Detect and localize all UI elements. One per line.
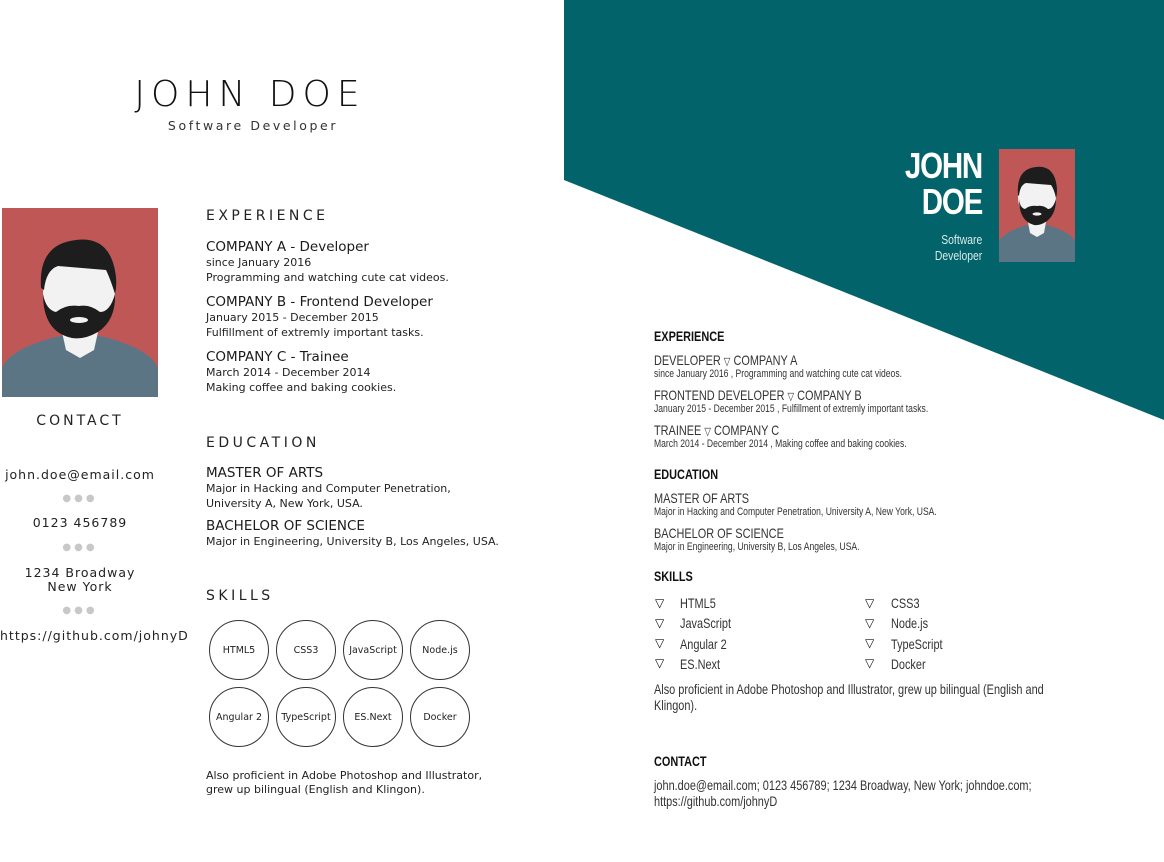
experience-company: COMPANY C bbox=[714, 422, 780, 438]
left-role: Software Developer bbox=[167, 118, 339, 133]
right-name-line: DOE bbox=[921, 181, 982, 222]
education-title: BACHELOR OF SCIENCE bbox=[206, 518, 365, 534]
right-experience-desc: since January 2016 , Programming and watching cute cat videos. bbox=[654, 368, 903, 380]
experience-date: March 2014 - December 2014 bbox=[206, 366, 371, 379]
skill-badge: CSS3 bbox=[276, 620, 336, 680]
avatar-icon bbox=[999, 149, 1075, 262]
right-education-title: BACHELOR OF SCIENCE bbox=[654, 525, 784, 541]
right-name bbox=[904, 145, 982, 222]
right-also-text: Also proficient in Adobe Photoshop and Illustrator, grew up bilingual (English and Klingon). bbox=[654, 681, 1044, 713]
right-role-line: Developer bbox=[934, 247, 982, 263]
education-line: University A, New York, USA. bbox=[206, 496, 363, 510]
skill-badge: TypeScript bbox=[276, 687, 336, 747]
separator-dots: ●●● bbox=[62, 605, 98, 616]
education-line: Major in Hacking and Computer Penetration, bbox=[206, 482, 451, 495]
skill-item: ES.Next bbox=[680, 656, 721, 672]
left-education-heading: EDUCATION bbox=[206, 435, 320, 451]
also-line: grew up bilingual (English and Klingon). bbox=[206, 783, 425, 796]
left-avatar bbox=[2, 208, 158, 397]
experience-date: since January 2016 bbox=[206, 256, 312, 269]
triangle-down-icon: ▽ bbox=[655, 596, 665, 610]
experience-role: FRONTEND DEVELOPER bbox=[654, 387, 785, 403]
left-experience-item bbox=[206, 294, 526, 340]
right-experience-desc: March 2014 - December 2014 , Making coffee and baking cookies. bbox=[654, 438, 907, 450]
also-line: Also proficient in Adobe Photoshop and Illustrator, bbox=[206, 769, 483, 782]
right-contact-text[interactable]: john.doe@email.com; 0123 456789; 1234 Broadway, New York; johndoe.com; https://github.com/johnyD bbox=[654, 777, 1032, 809]
skill-badge: Docker bbox=[410, 687, 470, 747]
experience-desc: Making coffee and baking cookies. bbox=[206, 380, 397, 394]
left-email[interactable]: john.doe@email.com bbox=[5, 467, 155, 482]
left-education-item bbox=[206, 518, 526, 550]
experience-role: TRAINEE bbox=[654, 422, 702, 438]
skill-badge: Angular 2 bbox=[209, 687, 269, 747]
left-address-line1: 1234 Broadway bbox=[24, 565, 136, 580]
skill-item: HTML5 bbox=[680, 595, 716, 611]
right-education-desc: Major in Hacking and Computer Penetration, University A, New York, USA. bbox=[654, 506, 937, 518]
left-also-text bbox=[206, 769, 506, 797]
skill-badge: HTML5 bbox=[209, 620, 269, 680]
triangle-down-icon: ▽ bbox=[787, 391, 795, 403]
right-avatar bbox=[999, 149, 1075, 262]
right-skills-heading: SKILLS bbox=[654, 568, 693, 584]
experience-company: COMPANY B bbox=[797, 387, 862, 403]
right-experience-desc: January 2015 - December 2015 , Fulfillment of extremly important tasks. bbox=[654, 403, 929, 415]
education-title: MASTER OF ARTS bbox=[206, 465, 324, 481]
experience-title: COMPANY C - Trainee bbox=[206, 349, 349, 365]
skill-item: Docker bbox=[891, 656, 926, 672]
left-name: JOHN DOE bbox=[134, 74, 366, 115]
experience-title: COMPANY A - Developer bbox=[206, 239, 369, 255]
experience-role: DEVELOPER bbox=[654, 352, 721, 368]
triangle-down-icon: ▽ bbox=[865, 656, 875, 670]
skill-item: TypeScript bbox=[891, 636, 943, 652]
right-experience-title bbox=[654, 422, 779, 438]
right-education-title: MASTER OF ARTS bbox=[654, 490, 750, 506]
avatar-icon bbox=[2, 208, 158, 397]
education-line: Major in Engineering, University B, Los Angeles, USA. bbox=[206, 535, 499, 548]
experience-date: January 2015 - December 2015 bbox=[206, 311, 379, 324]
separator-dots: ●●● bbox=[62, 493, 98, 504]
skill-item: JavaScript bbox=[680, 615, 731, 631]
experience-company: COMPANY A bbox=[733, 352, 798, 368]
separator-dots: ●●● bbox=[62, 542, 98, 553]
experience-title: COMPANY B - Frontend Developer bbox=[206, 294, 433, 310]
right-experience-title bbox=[654, 387, 862, 403]
right-contact-heading: CONTACT bbox=[654, 753, 707, 769]
skill-badge: JavaScript bbox=[343, 620, 403, 680]
right-education-desc: Major in Engineering, University B, Los Angeles, USA. bbox=[654, 541, 860, 553]
right-role bbox=[935, 232, 982, 263]
right-name-line: JOHN bbox=[904, 145, 982, 186]
left-address-line2: New York bbox=[47, 579, 113, 594]
experience-desc: Fulfillment of extremly important tasks. bbox=[206, 325, 424, 339]
skill-item: Node.js bbox=[891, 615, 929, 631]
triangle-down-icon: ▽ bbox=[723, 356, 731, 368]
right-experience-title bbox=[654, 352, 797, 368]
right-education-heading: EDUCATION bbox=[654, 466, 719, 482]
triangle-down-icon: ▽ bbox=[655, 616, 665, 630]
left-education-item bbox=[206, 465, 526, 511]
left-github-link[interactable]: https://github.com/johnyD bbox=[0, 628, 189, 643]
skill-item: Angular 2 bbox=[680, 636, 727, 652]
triangle-down-icon: ▽ bbox=[655, 656, 665, 670]
left-experience-item bbox=[206, 349, 526, 395]
experience-desc: Programming and watching cute cat videos. bbox=[206, 270, 449, 284]
left-skills-heading: SKILLS bbox=[206, 588, 274, 604]
triangle-down-icon: ▽ bbox=[655, 636, 665, 650]
right-role-line: Software bbox=[940, 232, 982, 247]
left-contact-heading: CONTACT bbox=[36, 413, 124, 429]
right-experience-heading: EXPERIENCE bbox=[654, 328, 725, 344]
left-experience-item bbox=[206, 239, 526, 285]
triangle-down-icon: ▽ bbox=[704, 426, 711, 438]
skill-item: CSS3 bbox=[891, 595, 920, 611]
triangle-down-icon: ▽ bbox=[865, 616, 875, 630]
skill-badge: ES.Next bbox=[343, 687, 403, 747]
left-experience-heading: EXPERIENCE bbox=[206, 208, 329, 224]
skill-badge: Node.js bbox=[410, 620, 470, 680]
triangle-down-icon: ▽ bbox=[865, 596, 875, 610]
left-phone: 0123 456789 bbox=[32, 515, 128, 530]
triangle-down-icon: ▽ bbox=[865, 636, 875, 650]
